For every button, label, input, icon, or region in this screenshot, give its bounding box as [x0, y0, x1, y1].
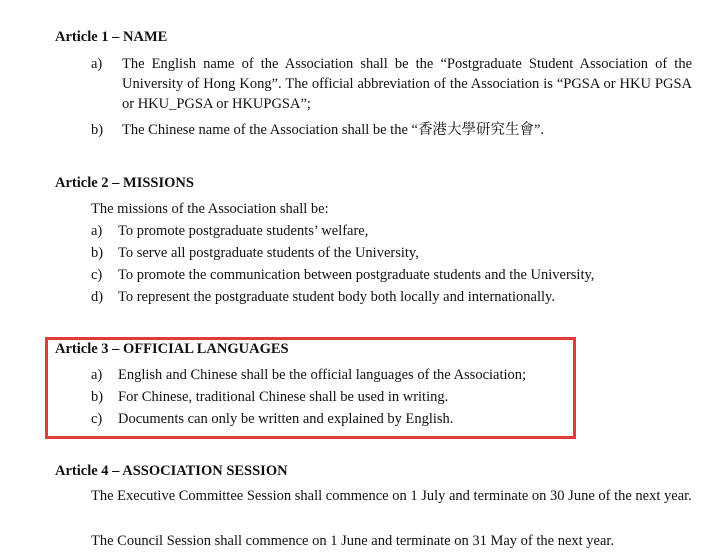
list-item-text: To promote postgraduate students’ welfare, — [118, 223, 369, 239]
list-item — [91, 243, 701, 263]
list-item — [91, 287, 701, 307]
list-item-text: For Chinese, traditional Chinese shall be used in writing. — [118, 389, 449, 405]
list-item — [91, 409, 591, 429]
article-3-heading: Article 3 – OFFICIAL LANGUAGES — [55, 341, 289, 357]
list-item-label: a) — [91, 56, 103, 72]
list-item-text: To serve all postgraduate students of the University, — [118, 245, 419, 261]
list-item-text: The Chinese name of the Association shall be the “香港大學研究生會”. — [122, 122, 545, 138]
list-item — [91, 120, 701, 140]
list-item — [91, 387, 591, 407]
list-item-label: b) — [91, 245, 104, 261]
article-4-paragraph: The Executive Committee Session shall commence on 1 July and terminate on 30 June of the next year. — [91, 488, 692, 504]
list-item — [91, 365, 591, 385]
article-2-heading: Article 2 – MISSIONS — [55, 175, 194, 191]
list-item-label: b) — [91, 122, 104, 138]
list-item — [91, 54, 701, 114]
list-item-label: c) — [91, 267, 103, 283]
list-item-text: The English name of the Association shall be the “Postgraduate Student Association of the University of Hong Kong”. The official abbreviation of the Association is “PGSA or HKU PGSA or HKU_PGSA or HKUPGSA”; — [122, 56, 692, 112]
list-item-label: b) — [91, 389, 104, 405]
list-item-label: a) — [91, 367, 103, 383]
article-4-heading: Article 4 – ASSOCIATION SESSION — [55, 463, 288, 479]
list-item-label: a) — [91, 223, 103, 239]
list-item-text: To represent the postgraduate student body both locally and internationally. — [118, 289, 555, 305]
list-item-label: c) — [91, 411, 103, 427]
list-item-text: English and Chinese shall be the official languages of the Association; — [118, 367, 527, 383]
article-4-paragraph: The Council Session shall commence on 1 June and terminate on 31 May of the next year. — [91, 533, 615, 549]
list-item-text: Documents can only be written and explained by English. — [118, 411, 454, 427]
list-item-label: d) — [91, 289, 104, 305]
list-item — [91, 221, 701, 241]
article-2-intro: The missions of the Association shall be: — [91, 201, 329, 217]
article-1-heading: Article 1 – NAME — [55, 29, 168, 45]
list-item-text: To promote the communication between postgraduate students and the University, — [118, 267, 595, 283]
list-item — [91, 265, 701, 285]
